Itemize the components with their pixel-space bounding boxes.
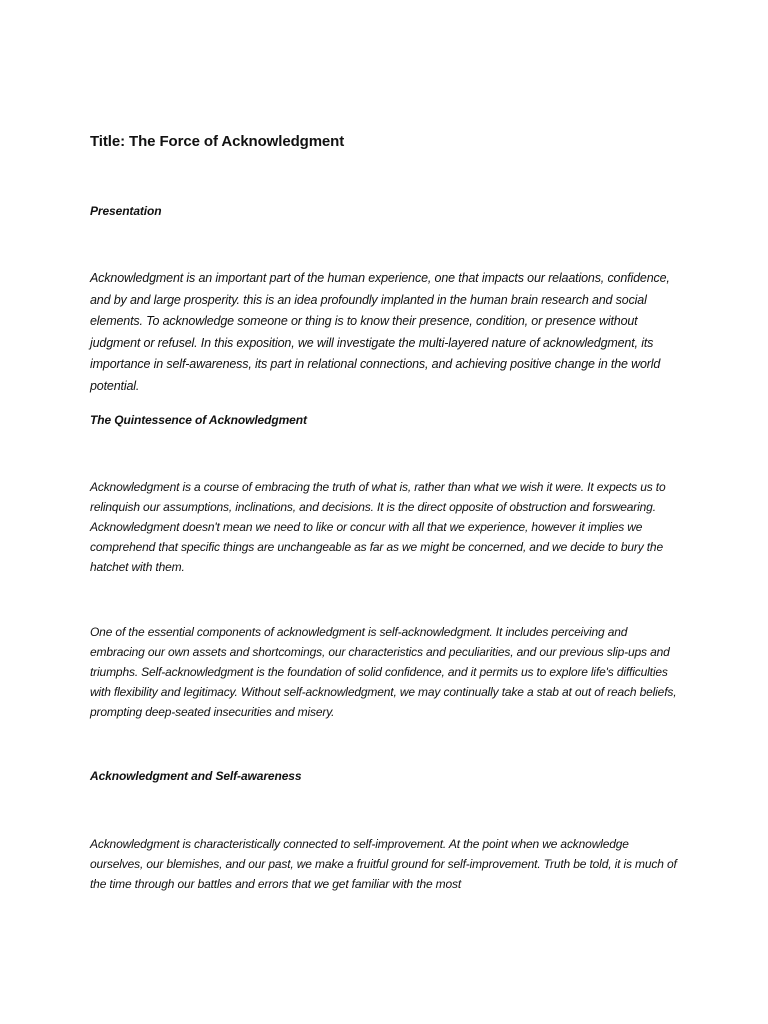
section-heading-presentation: Presentation — [90, 204, 162, 218]
section-heading-self-awareness: Acknowledgment and Self-awareness — [90, 769, 302, 783]
paragraph-self-awareness: Acknowledgment is characteristically connected to self-improvement. At the point when we acknowledge ourselves, our blemishes, and our past, we make a fruitful ground for self-improvement. Truth be told, it is much of the time through our battles and errors that we get familiar with the most — [90, 837, 677, 891]
paragraph-quintessence-1: Acknowledgment is a course of embracing the truth of what is, rather than what we wish it were. It expects us to relinquish our assumptions, inclinations, and decisions. It is the direct opposite of obstruction and forswearing. Acknowledgment doesn't mean we need to like or concur with all that we experience, however it implies we comprehend that specific things are unchangeable as far as we might be concerned, and we decide to bury the hatchet with them. — [90, 480, 666, 574]
paragraph-presentation: Acknowledgment is an important part of the human experience, one that impacts our relaations, confidence, and by and large prosperity. this is an idea profoundly implanted in the human brain research and social elements. To acknowledge someone or thing is to know their presence, condition, or presence without judgment or refusel. In this exposition, we will investigate the multi-layered nature of acknowledgment, its importance in self-awareness, its part in relational connections, and achieving positive change in the world potential. — [90, 271, 670, 393]
document-title: Title: The Force of Acknowledgment — [90, 133, 345, 150]
paragraph-quintessence-2: One of the essential components of acknowledgment is self-acknowledgment. It includes perceiving and embracing our own assets and shortcomings, our characteristics and peculiarities, and our previous slip-ups and triumphs. Self-acknowledgment is the foundation of solid confidence, and it permits us to explore life's difficulties with flexibility and legitimacy. Without self-acknowledgment, we may continually take a stab at out of reach beliefs, prompting deep-seated insecurities and misery. — [90, 625, 677, 719]
section-heading-quintessence: The Quintessence of Acknowledgment — [90, 413, 307, 427]
